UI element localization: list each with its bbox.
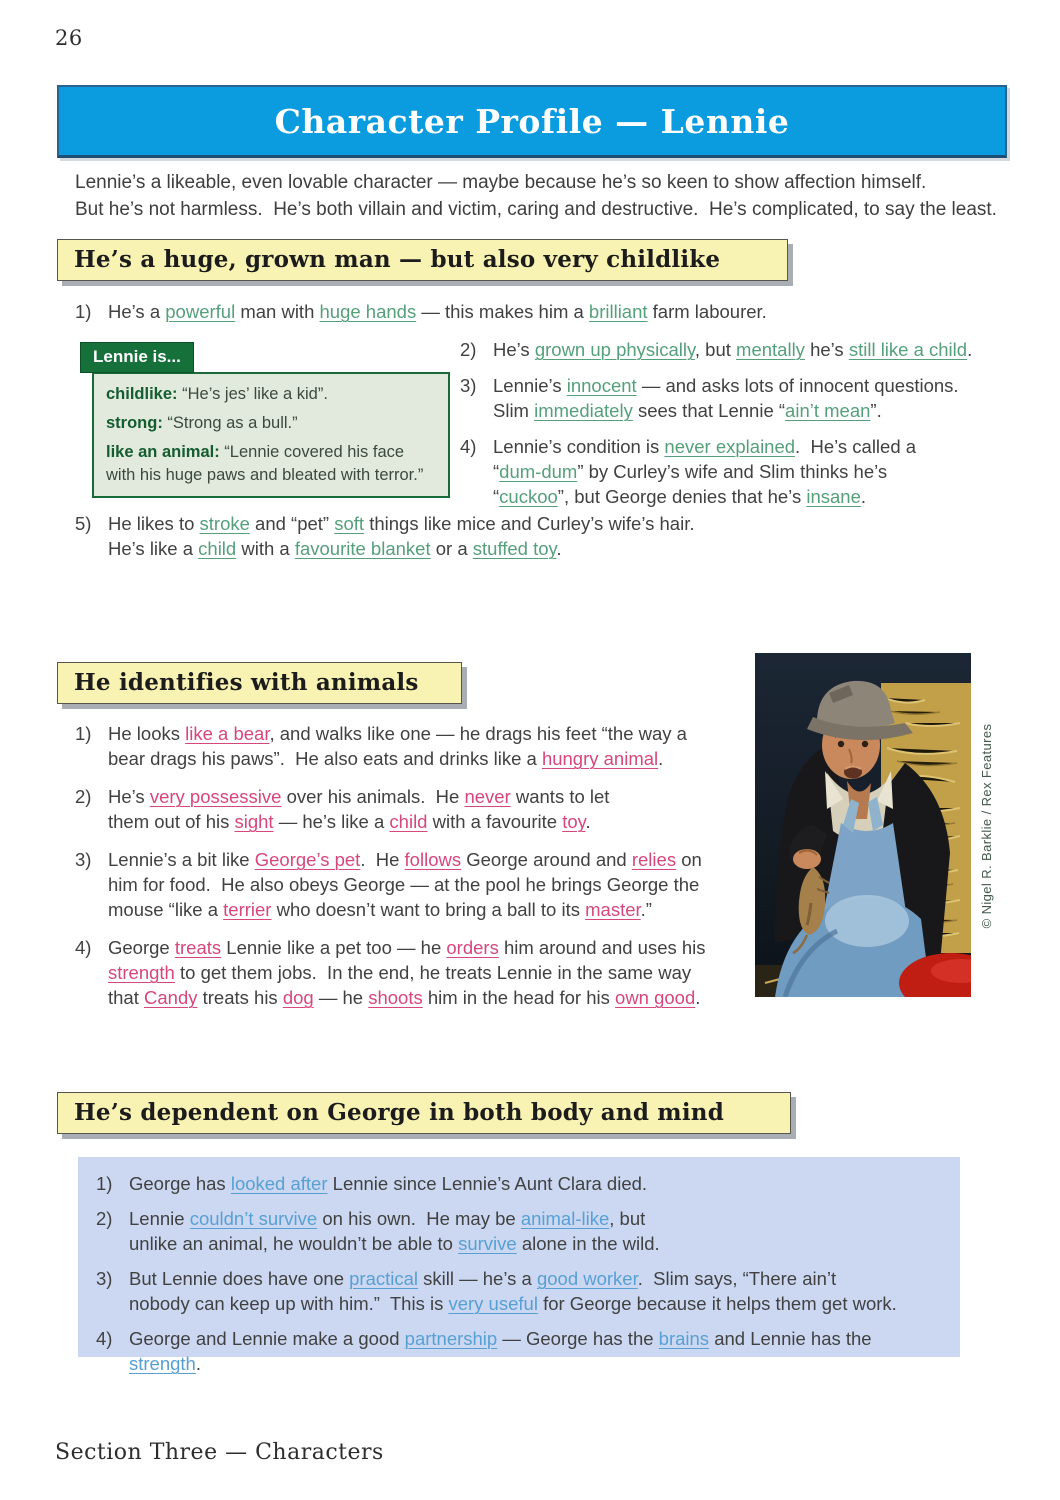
item-number: 4)	[96, 1328, 113, 1349]
item-text: George treats Lennie like a pet too — he orders him around and uses his strength to get them jobs. In the end, he treats Lennie in the same way that Candy treats his dog — he shoots him in the head for his own good.	[108, 937, 706, 1008]
underlined-term: never	[464, 786, 511, 807]
item-text: He’s a powerful man with huge hands — this makes him a brilliant farm labourer.	[108, 301, 767, 322]
underlined-term: own good	[615, 987, 696, 1008]
bold-label: like an animal:	[106, 443, 220, 461]
underlined-term: still like a child	[848, 339, 968, 360]
underlined-term: child	[198, 538, 237, 559]
underlined-term: stuffed toy	[472, 538, 557, 559]
underlined-term: terrier	[223, 899, 272, 920]
item-number: 5)	[75, 513, 92, 534]
page-title: Character Profile — Lennie	[274, 101, 790, 141]
section3-heading: He’s dependent on George in both body and mind	[74, 1099, 724, 1126]
underlined-term: grown up physically	[534, 339, 695, 360]
quote-line: like an animal: “Lennie covered his face with his huge paws and bleated with terror.”	[106, 443, 424, 484]
list-item	[75, 847, 743, 922]
list-item	[75, 299, 985, 324]
lennie-photo	[755, 653, 971, 997]
section3-heading-box	[57, 1092, 791, 1134]
list-item	[96, 1266, 946, 1316]
underlined-term: Candy	[144, 987, 198, 1008]
list-item	[96, 1171, 946, 1196]
underlined-term: strength	[108, 962, 175, 983]
page-title-banner	[57, 85, 1007, 158]
intro-text: Lennie’s a likeable, even lovable character — maybe because he’s so keen to show affection himself. But he’s not harmless. He’s both villain and victim, caring and destructive. He’s complicated, to say the least.	[75, 172, 997, 220]
item-number: 3)	[75, 849, 92, 870]
underlined-term: dog	[282, 987, 314, 1008]
section3-box	[78, 1157, 960, 1374]
photo-credit: © Nigel R. Barklie / Rex Features	[979, 723, 994, 929]
item-text: Lennie couldn’t survive on his own. He may be animal-like, but unlike an animal, he wouldn’t be able to survive alone in the wild.	[129, 1208, 660, 1254]
section1-heading: He’s a huge, grown man — but also very childlike	[74, 246, 721, 273]
underlined-term: master	[585, 899, 641, 920]
item-number: 1)	[96, 1173, 113, 1194]
underlined-term: couldn’t survive	[189, 1208, 318, 1229]
item-text: George and Lennie make a good partnership — George has the brains and Lennie has the strength.	[129, 1328, 877, 1374]
underlined-term: stroke	[199, 513, 250, 534]
underlined-term: George’s pet	[254, 849, 361, 870]
underlined-term: brains	[658, 1328, 710, 1349]
underlined-term: looked after	[230, 1173, 328, 1194]
item-number: 3)	[96, 1268, 113, 1289]
list-item	[75, 935, 743, 1010]
list-item	[96, 1206, 946, 1256]
underlined-term: survive	[458, 1233, 517, 1254]
item-number: 2)	[75, 786, 92, 807]
item-number: 4)	[75, 937, 92, 958]
item-number: 1)	[75, 301, 92, 322]
item-text: He likes to stroke and “pet” soft things like mice and Curley’s wife’s hair. He’s like a child with a favourite blanket or a stuffed toy.	[108, 513, 695, 559]
underlined-term: strength	[129, 1353, 196, 1374]
item-text: Lennie’s condition is never explained. He’s called a “dum-dum” by Curley’s wife and Slim thinks he’s “cuckoo”, but George denies that he’s insane.	[493, 436, 917, 507]
underlined-term: hungry animal	[541, 748, 659, 769]
underlined-term: huge hands	[319, 301, 417, 322]
section2-heading: He identifies with animals	[74, 669, 419, 696]
list-item	[460, 434, 1025, 509]
item-text: Lennie’s a bit like George’s pet. He follows George around and relies on him for food. He also obeys George — at the pool he brings George the mouse “like a terrier who doesn’t want to bring a ball to its master.”	[108, 849, 702, 920]
underlined-term: very possessive	[149, 786, 282, 807]
bold-label: childlike:	[106, 385, 178, 403]
quote-line: childlike: “He’s jes’ like a kid”.	[106, 385, 328, 403]
item-text: But Lennie does have one practical skill — he’s a good worker. Slim says, “There ain’t nobody can keep up with him.” This is very useful for George because it helps them get work.	[129, 1268, 897, 1314]
section2-list	[75, 721, 743, 1010]
list-item	[460, 373, 1025, 423]
item-text: Lennie’s innocent — and asks lots of innocent questions. Slim immediately sees that Lennie “ain’t mean”.	[493, 375, 959, 421]
item-text: He looks like a bear, and walks like one — he drags his feet “the way a bear drags his paws”. He also eats and drinks like a hungry animal.	[108, 723, 687, 769]
underlined-term: practical	[349, 1268, 419, 1289]
underlined-term: favourite blanket	[294, 538, 431, 559]
underlined-term: brilliant	[588, 301, 648, 322]
list-item	[460, 337, 1025, 362]
underlined-term: powerful	[165, 301, 236, 322]
quote-line: strong: “Strong as a bull.”	[106, 414, 298, 432]
underlined-term: never explained	[664, 436, 796, 457]
item-text: He’s grown up physically, but mentally he’s still like a child.	[493, 339, 973, 360]
underlined-term: soft	[334, 513, 365, 534]
section1-right-list	[460, 337, 1025, 509]
bold-label: strong:	[106, 414, 163, 432]
item-number: 2)	[96, 1208, 113, 1229]
underlined-term: dum-dum	[499, 461, 578, 482]
section1-heading-box	[57, 239, 788, 281]
item-text: George has looked after Lennie since Lennie’s Aunt Clara died.	[129, 1173, 648, 1194]
underlined-term: immediately	[534, 400, 633, 421]
item-text: He’s very possessive over his animals. He never wants to let them out of his sight — he’s like a child with a favourite toy.	[108, 786, 610, 832]
underlined-term: relies	[631, 849, 677, 870]
underlined-term: cuckoo	[499, 486, 558, 507]
underlined-term: innocent	[566, 375, 637, 396]
underlined-term: orders	[446, 937, 499, 958]
underlined-term: partnership	[404, 1328, 498, 1349]
item-number: 4)	[460, 436, 477, 457]
underlined-term: sight	[234, 811, 274, 832]
section2-heading-box	[57, 662, 462, 704]
underlined-term: toy	[562, 811, 586, 832]
underlined-term: child	[389, 811, 428, 832]
underlined-term: ain’t mean	[785, 400, 871, 421]
list-item	[96, 1326, 946, 1376]
underlined-term: shoots	[368, 987, 423, 1008]
underlined-term: follows	[404, 849, 462, 870]
list-item	[75, 511, 955, 561]
list-item	[75, 721, 743, 771]
list-item	[75, 784, 743, 834]
underlined-term: animal-like	[520, 1208, 610, 1229]
underlined-term: good worker	[536, 1268, 638, 1289]
underlined-term: mentally	[736, 339, 805, 360]
quote-box-tab: Lennie is...	[80, 342, 194, 373]
quote-box	[92, 372, 450, 498]
underlined-term: treats	[174, 937, 222, 958]
underlined-term: very useful	[448, 1293, 538, 1314]
page-number: 26	[55, 26, 83, 50]
underlined-term: like a bear	[185, 723, 270, 744]
footer-section-label: Section Three — Characters	[55, 1440, 384, 1465]
underlined-term: insane	[806, 486, 861, 507]
item-number: 3)	[460, 375, 477, 396]
item-number: 1)	[75, 723, 92, 744]
item-number: 2)	[460, 339, 477, 360]
